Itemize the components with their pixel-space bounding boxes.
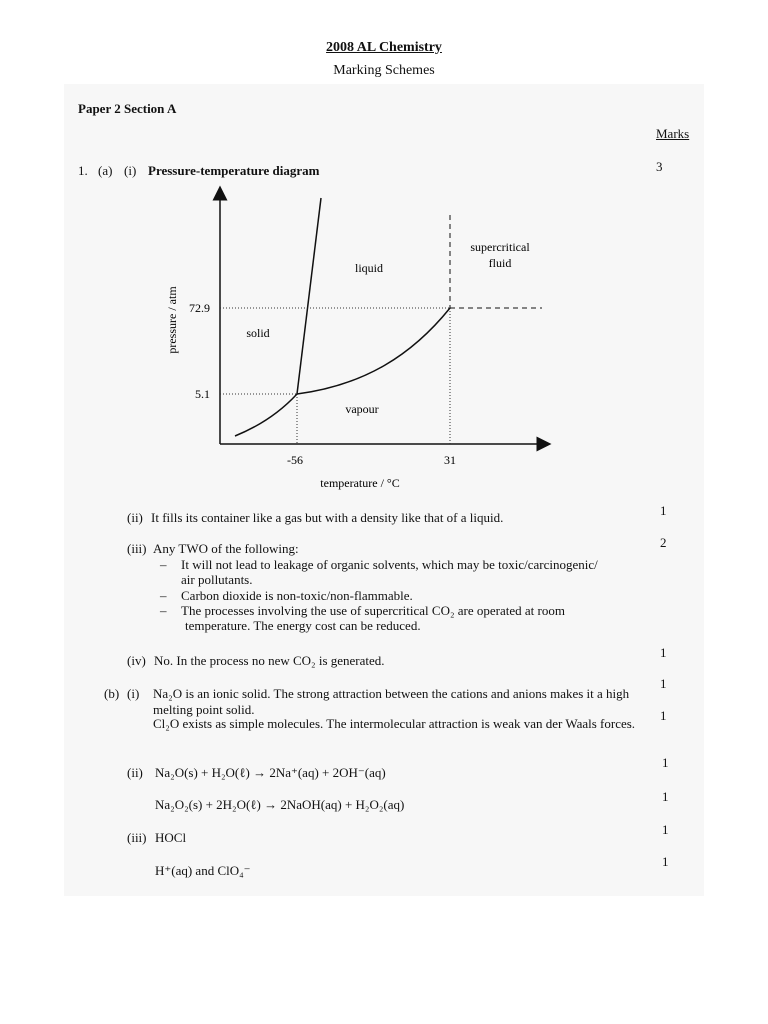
region-supercritical: supercritical	[470, 240, 530, 254]
b-i-text-1: Na₂O is an ionic solid. The strong attraction between the cations and anions makes it a high melting point solid.	[153, 686, 630, 717]
b-ii-equation-1: Na₂O(s) + H₂O(ℓ) → 2Na⁺(aq) + 2OH⁻(aq)	[155, 765, 386, 780]
y-tick-72-9: 72.9	[189, 301, 210, 315]
b-iii-text-1: HOCl	[155, 830, 187, 845]
b-i-label: (i)	[127, 686, 140, 701]
a-ii-label: (ii)	[127, 510, 143, 525]
b-i-mark-1: 1	[660, 676, 667, 691]
b-ii-equation-2: Na₂O₂(s) + 2H₂O(ℓ) → 2NaOH(aq) + H₂O₂(aq)	[155, 797, 405, 812]
b-ii-mark-2: 1	[662, 789, 669, 804]
a-iii-mark: 2	[660, 535, 667, 550]
a-iii-bullet-3-cont: temperature. The energy cost can be reduced.	[185, 618, 421, 633]
a-iii-text: Any TWO of the following:	[153, 541, 299, 556]
a-iii-bullet-1: It will not lead to leakage of organic solvents, which may be toxic/carcinogenic/	[181, 557, 598, 572]
a-iv-text: No. In the process no new CO₂ is generated.	[154, 653, 385, 668]
region-liquid: liquid	[354, 261, 384, 275]
region-fluid: fluid	[488, 256, 512, 270]
y-axis-title: pressure / atm	[165, 286, 179, 354]
vaporisation-curve	[297, 308, 450, 394]
a-iii-bullet-2: Carbon dioxide is non-toxic/non-flammable.	[181, 588, 413, 603]
page-subtitle: Marking Schemes	[333, 63, 435, 78]
section-heading: Paper 2 Section A	[78, 101, 177, 116]
b-i-mark-2: 1	[660, 708, 667, 723]
part-a-label: (a)	[98, 163, 113, 178]
y-tick-5-1: 5.1	[195, 387, 210, 401]
region-solid: solid	[246, 326, 270, 340]
b-ii-label: (ii)	[127, 765, 143, 780]
marks-header: Marks	[656, 126, 690, 141]
region-vapour: vapour	[345, 402, 379, 416]
a-i-text: Pressure-temperature diagram	[148, 163, 320, 178]
a-iii-bullet-1-cont: air pollutants.	[181, 572, 253, 587]
bullet-dash: –	[160, 588, 167, 603]
x-axis-title: temperature / °C	[320, 476, 400, 490]
x-tick-31: 31	[444, 453, 456, 467]
bullet-dash: –	[160, 603, 167, 618]
b-iii-mark-1: 1	[662, 822, 669, 837]
part-b-label: (b)	[104, 686, 120, 701]
a-iii-bullet-3: The processes involving the use of supercritical CO₂ are operated at room	[181, 603, 565, 618]
page-title: 2008 AL Chemistry	[326, 40, 442, 55]
x-tick-minus-56: -56	[287, 453, 303, 467]
b-iii-text-2: H⁺(aq) and ClO₄⁻	[155, 863, 251, 878]
a-iii-label: (iii)	[127, 541, 147, 556]
phase-diagram	[160, 185, 560, 495]
a-ii-text: It fills its container like a gas but with a density like that of a liquid.	[151, 510, 504, 525]
a-i-mark: 3	[656, 159, 663, 174]
fusion-curve	[297, 198, 321, 394]
question-number: 1.	[78, 163, 88, 178]
sublimation-curve	[235, 394, 297, 436]
bullet-dash: –	[160, 557, 167, 572]
b-iii-mark-2: 1	[662, 854, 669, 869]
a-i-label: (i)	[124, 163, 137, 178]
a-iv-label: (iv)	[127, 653, 146, 668]
a-iv-mark: 1	[660, 645, 667, 660]
b-i-text-2: Cl₂O exists as simple molecules. The intermolecular attraction is weak van der Waals forces.	[153, 716, 636, 731]
a-ii-mark: 1	[660, 503, 667, 518]
b-iii-label: (iii)	[127, 830, 147, 845]
b-ii-mark-1: 1	[662, 755, 669, 770]
